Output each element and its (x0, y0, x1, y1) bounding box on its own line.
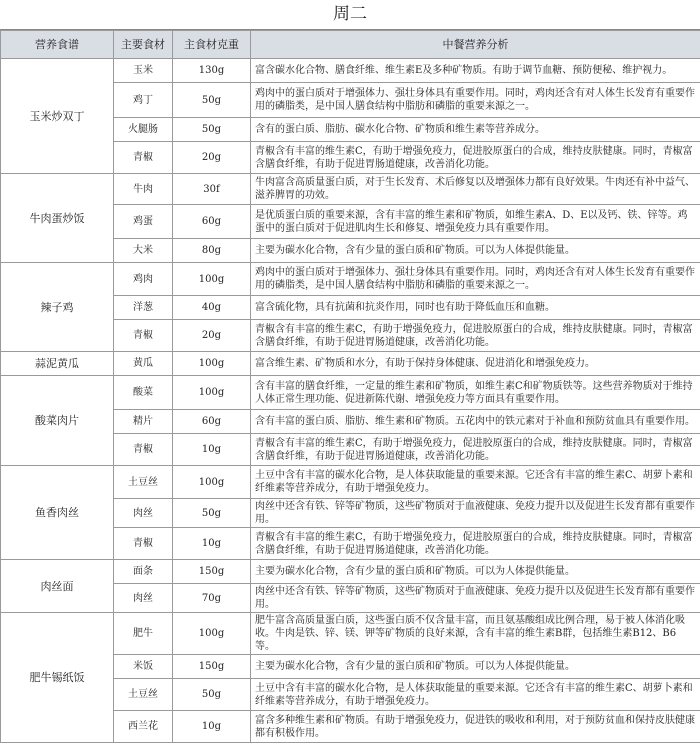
dish-name-cell: 肉丝面 (1, 560, 114, 613)
table-body (1, 59, 700, 743)
analysis-cell: 鸡肉中的蛋白质对于增强体力、强壮身体具有重要作用。同时，鸡肉还含有对人体生长发育有重要作用的磷脂类，是中国人膳食结构中脂肪和磷脂的重要来源之一。 (251, 263, 700, 296)
table-row (1, 560, 700, 584)
table-row (1, 613, 700, 655)
analysis-cell: 含有的蛋白质、脂肪、碳水化合物、矿物质和维生素等营养成分。 (251, 118, 700, 142)
dish-name-cell: 辣子鸡 (1, 263, 114, 352)
dish-name-cell: 牛肉蛋炒饭 (1, 174, 114, 263)
analysis-cell: 鸡肉中的蛋白质对于增强体力、强壮身体具有重要作用。同时，鸡肉还含有对人体生长发育有重要作用的磷脂类，是中国人膳食结构中脂肪和磷脂的重要来源之一。 (251, 83, 700, 118)
analysis-cell: 富含硫化物，具有抗菌和抗炎作用，同时也有助于降低血压和血糖。 (251, 296, 700, 320)
nutrition-table (0, 30, 700, 743)
weight-cell: 150g (173, 655, 251, 679)
ingredient-cell: 土豆丝 (114, 466, 173, 499)
dish-name-cell: 玉米炒双丁 (1, 59, 114, 174)
ingredient-cell: 鸡丁 (114, 83, 173, 118)
analysis-cell: 牛肉富含高质量蛋白质，对于生长发育、术后修复以及增强体力都有良好效果。牛肉还有补中益气、滋养脾胃的功效。 (251, 174, 700, 205)
dish-name-cell: 蒜泥黄瓜 (1, 352, 114, 376)
ingredient-cell: 青椒 (114, 528, 173, 560)
analysis-cell: 富含维生素、矿物质和水分，有助于保持身体健康、促进消化和增强免疫力。 (251, 352, 700, 376)
analysis-cell: 肉丝中还含有铁、锌等矿物质，这些矿物质对于血液健康、免疫力提升以及促进生长发育都有重要作用。 (251, 584, 700, 613)
dish-name-cell: 鱼香肉丝 (1, 466, 114, 560)
weight-cell: 50g (173, 83, 251, 118)
analysis-cell: 青椒含有丰富的维生素C，有助于增强免疫力，促进胶原蛋白的合成，维持皮肤健康。同时，青椒富含膳食纤维，有助于促进胃肠道健康，改善消化功能。 (251, 142, 700, 174)
table-row (1, 59, 700, 83)
weight-cell: 20g (173, 320, 251, 352)
table-row (1, 174, 700, 205)
weight-cell: 10g (173, 528, 251, 560)
analysis-cell: 含有丰富的蛋白质、脂肪、维生素和矿物质。五花肉中的铁元素对于补血和预防贫血具有重要作用。 (251, 410, 700, 434)
weight-cell: 100g (173, 263, 251, 296)
weight-cell: 100g (173, 352, 251, 376)
header-weight: 主食材克重 (173, 31, 251, 59)
analysis-cell: 青椒含有丰富的维生素C，有助于增强免疫力，促进胶原蛋白的合成，维持皮肤健康。同时，青椒富含膳食纤维，有助于促进胃肠道健康，改善消化功能。 (251, 434, 700, 466)
weight-cell: 50g (173, 679, 251, 711)
ingredient-cell: 酸菜 (114, 376, 173, 410)
dish-name-cell: 肥牛锡纸饭 (1, 613, 114, 743)
analysis-cell: 富含碳水化合物、膳食纤维、维生素E及多种矿物质。有助于调节血糖、预防便秘、维护视力。 (251, 59, 700, 83)
ingredient-cell: 大米 (114, 239, 173, 263)
weight-cell: 100g (173, 376, 251, 410)
ingredient-cell: 米饭 (114, 655, 173, 679)
weight-cell: 100g (173, 466, 251, 499)
table-row (1, 466, 700, 499)
analysis-cell: 富含多种维生素和矿物质。有助于增强免疫力，促进铁的吸收和利用，对于预防贫血和保持皮肤健康都有积极作用。 (251, 711, 700, 743)
table-row (1, 263, 700, 296)
table-header-row (1, 31, 700, 59)
analysis-cell: 是优质蛋白质的重要来源，含有丰富的维生素和矿物质，如维生素A、D、E以及钙、铁、锌等。鸡蛋中的蛋白质对于促进肌肉生长和修复、增强免疫力具有重要作用。 (251, 205, 700, 239)
weight-cell: 10g (173, 711, 251, 743)
ingredient-cell: 精片 (114, 410, 173, 434)
weight-cell: 150g (173, 560, 251, 584)
analysis-cell: 肉丝中还含有铁、锌等矿物质，这些矿物质对于血液健康、免疫力提升以及促进生长发育都有重要作用。 (251, 499, 700, 528)
ingredient-cell: 玉米 (114, 59, 173, 83)
analysis-cell: 主要为碳水化合物，含有少量的蛋白质和矿物质。可以为人体提供能量。 (251, 239, 700, 263)
ingredient-cell: 土豆丝 (114, 679, 173, 711)
weight-cell: 30f (173, 174, 251, 205)
dish-name-cell: 酸菜肉片 (1, 376, 114, 466)
ingredient-cell: 肥牛 (114, 613, 173, 655)
ingredient-cell: 黄瓜 (114, 352, 173, 376)
ingredient-cell: 青椒 (114, 434, 173, 466)
analysis-cell: 青椒含有丰富的维生素C，有助于增强免疫力，促进胶原蛋白的合成，维持皮肤健康。同时，青椒富含膳食纤维，有助于促进胃肠道健康，改善消化功能。 (251, 528, 700, 560)
weight-cell: 130g (173, 59, 251, 83)
table-row (1, 352, 700, 376)
page-title: 周二 (0, 0, 700, 30)
header-analysis: 中餐营养分析 (251, 31, 700, 59)
ingredient-cell: 火腿肠 (114, 118, 173, 142)
weight-cell: 60g (173, 410, 251, 434)
table-row (1, 376, 700, 410)
weight-cell: 40g (173, 296, 251, 320)
weight-cell: 80g (173, 239, 251, 263)
ingredient-cell: 面条 (114, 560, 173, 584)
ingredient-cell: 青椒 (114, 142, 173, 174)
ingredient-cell: 肉丝 (114, 584, 173, 613)
ingredient-cell: 牛肉 (114, 174, 173, 205)
ingredient-cell: 鸡蛋 (114, 205, 173, 239)
analysis-cell: 土豆中含有丰富的碳水化合物，是人体获取能量的重要来源。它还含有丰富的维生素C、胡萝卜素和纤维素等营养成分，有助于增强免疫力。 (251, 466, 700, 499)
weight-cell: 70g (173, 584, 251, 613)
weight-cell: 50g (173, 118, 251, 142)
analysis-cell: 含有丰富的膳食纤维，一定量的维生素和矿物质，如维生素C和矿物质铁等。这些营养物质对于维持人体正常生理功能、促进新陈代谢、增强免疫力等方面具有重要作用。 (251, 376, 700, 410)
header-recipe: 营养食谱 (1, 31, 114, 59)
analysis-cell: 土豆中含有丰富的碳水化合物，是人体获取能量的重要来源。它还含有丰富的维生素C、胡萝卜素和纤维素等营养成分，有助于增强免疫力。 (251, 679, 700, 711)
weight-cell: 10g (173, 434, 251, 466)
analysis-cell: 肥牛富含高质量蛋白质，这些蛋白质不仅含量丰富，而且氨基酸组成比例合理，易于被人体消化吸收。牛肉是铁、锌、镁、钾等矿物质的良好来源，含有丰富的维生素B群，包括维生素B12、B6等。 (251, 613, 700, 655)
weight-cell: 20g (173, 142, 251, 174)
weight-cell: 100g (173, 613, 251, 655)
weight-cell: 50g (173, 499, 251, 528)
ingredient-cell: 洋葱 (114, 296, 173, 320)
weight-cell: 60g (173, 205, 251, 239)
header-ingredient: 主要食材 (114, 31, 173, 59)
analysis-cell: 主要为碳水化合物，含有少量的蛋白质和矿物质。可以为人体提供能量。 (251, 560, 700, 584)
ingredient-cell: 青椒 (114, 320, 173, 352)
analysis-cell: 青椒含有丰富的维生素C，有助于增强免疫力，促进胶原蛋白的合成，维持皮肤健康。同时，青椒富含膳食纤维，有助于促进胃肠道健康，改善消化功能。 (251, 320, 700, 352)
analysis-cell: 主要为碳水化合物，含有少量的蛋白质和矿物质。可以为人体提供能量。 (251, 655, 700, 679)
ingredient-cell: 肉丝 (114, 499, 173, 528)
ingredient-cell: 鸡肉 (114, 263, 173, 296)
ingredient-cell: 西兰花 (114, 711, 173, 743)
